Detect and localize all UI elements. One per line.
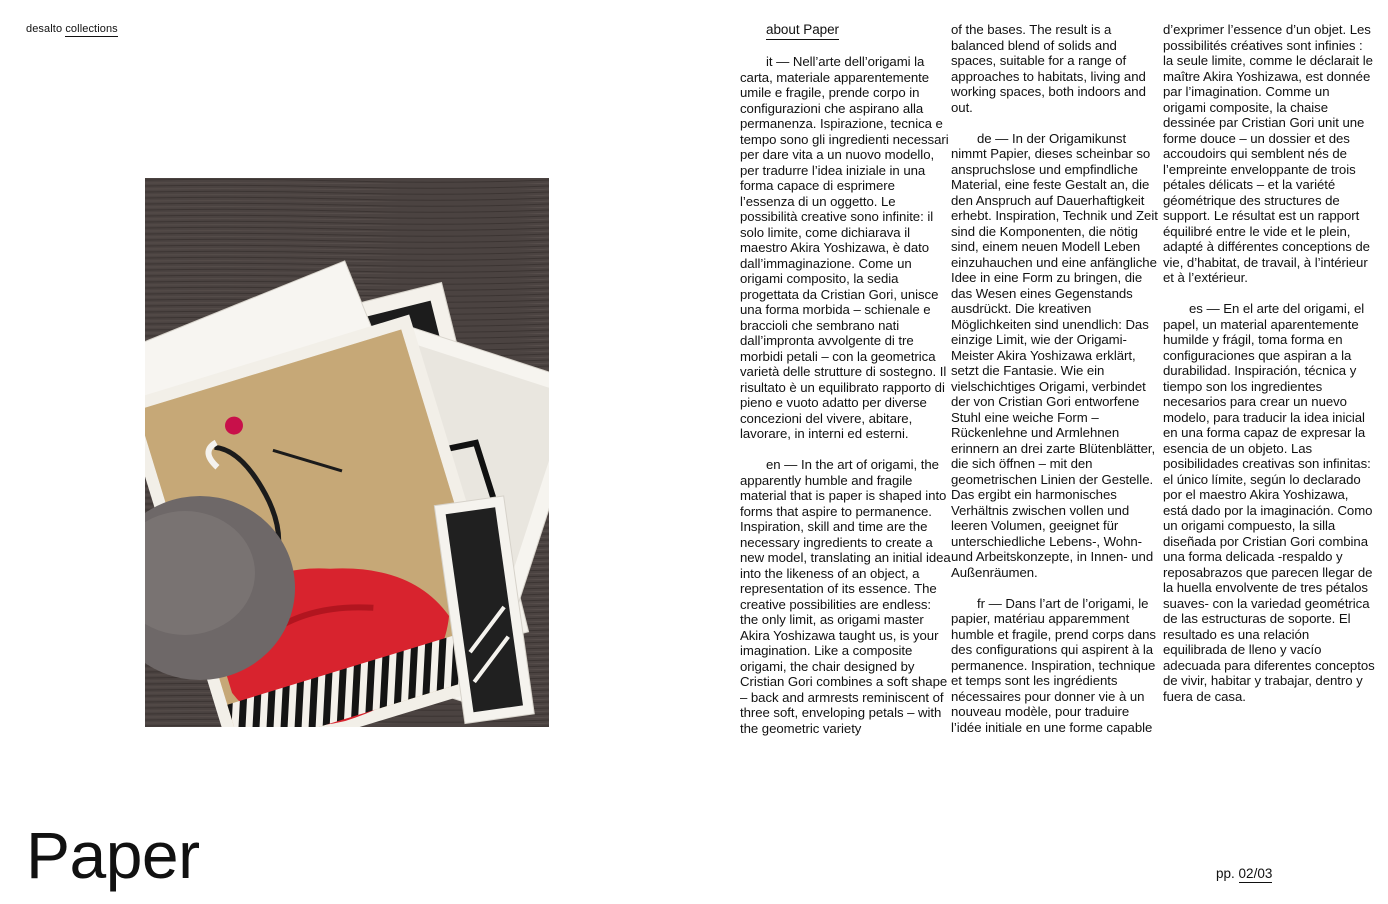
section-title: about Paper — [766, 22, 839, 40]
paragraph-fr — [951, 596, 1163, 736]
pages-link[interactable]: 02/03 — [1238, 866, 1273, 881]
paragraph-it — [740, 54, 952, 442]
paragraph-es-body: En el arte del origami, el papel, un material aparentemente humilde y frágil, toma forma en configuraciones que aspiran a la durabilidad. Inspiración, técnica y tiempo son los ingredientes necesarios para crear un nuevo modelo, para traducir la idea inicial en una forma capaz de expresar la esencia de un objeto. Las posibilidades creativas son infinitas: el único límite, según lo declarado por el maestro Akira Yoshizawa, está dado por la imaginación. Como un origami compuesto, la silla diseñada por Cristian Gori combina una forma delicada -respaldo y reposabrazos que parecen llegar de la huella envolvente de tres pétalos suaves- con la variedad geométrica de las estructuras de soporte. El resultado es una relación equilibrada de lleno y vacío adecuada para diferentes conceptos de vivir, habitar y trabajar, dentro y fuera de casa. — [1163, 301, 1375, 704]
paragraph-en-continued: of the bases. The result is a balanced blend of solids and spaces, suitable for a range of approaches to habitats, living and working spaces, both indoors and out. — [951, 22, 1146, 115]
paragraph-es — [1163, 301, 1375, 704]
product-photo — [145, 178, 549, 727]
paragraph-en-body: In the art of origami, the apparently humble and fragile material that is paper is shaped into forms that aspire to permanence. Inspiration, skill and time are the necessary ingredients to create a new model, translating an initial idea into the likeness of an object, a representation of its essence. The creative possibilities are endless: the only limit, as origami master Akira Yoshizawa taught us, is your imagination. Like a composite origami, the chair designed by Cristian Gori combines a soft shape – back and armrests reminiscent of three soft, enveloping petals – with the geometric variety — [740, 457, 951, 736]
paragraph-en — [740, 457, 952, 736]
text-column-2 — [951, 22, 1163, 735]
lang-label-en: en — — [766, 457, 798, 472]
collections-link[interactable]: collections — [65, 23, 118, 35]
text-column-3 — [1163, 22, 1375, 704]
photo-illustration — [145, 178, 549, 727]
lang-label-es: es — — [1189, 301, 1220, 316]
lang-label-it: it — — [766, 54, 790, 69]
brand-header — [26, 22, 118, 36]
pages-prefix: pp. — [1216, 866, 1235, 881]
paragraph-it-body: Nell’arte dell’origami la carta, materiale apparentemente umile e fragile, prende corpo in configurazioni che aspirano alla permanenza. Ispirazione, tecnica e tempo sono gli ingredienti necessari per dare vita a un nuovo modello, per tradurre l’idea iniziale in una forma capace di esprimere l’essenza di un oggetto. Le possibilità creative sono infinite: il solo limite, come dichiarava il maestro Akira Yoshizawa, è dato dall’immaginazione. Come un origami composito, la sedia progettata da Cristian Gori, unisce una forma morbida – schienale e braccioli che sembrano nati dall’impronta avvolgente di tre morbidi petali – con la geometrica varietà delle strutture di sostegno. Il risultato è un equilibrato rapporto di pieno e vuoto adatto per diverse concezioni del vivere, abitare, lavorare, in interni ed esterni. — [740, 54, 949, 441]
lang-label-de: de — — [977, 130, 1009, 146]
text-column-1 — [740, 22, 952, 736]
page-indicator — [1216, 866, 1272, 882]
paragraph-fr-body: Dans l’art de l’origami, le papier, matériau apparemment humble et fragile, prend corps dans des configurations qui aspirent à la permanence. Inspiration, technique et temps sont les ingrédients nécessaires pour donner vie à un nouveau modèle, pour traduire l’idée initiale en une forme capable — [951, 595, 1156, 735]
page-title: Paper — [26, 818, 200, 892]
paragraph-de — [951, 131, 1163, 581]
lang-label-fr: fr — — [977, 595, 1002, 611]
paragraph-fr-continued: d’exprimer l’essence d’un objet. Les possibilités créatives sont infinies : la seule limite, comme le déclarait le maître Akira Yoshizawa, est donnée par l’imagination. Comme un origami composite, la chaise dessinée par Cristian Gori unit une forme douce – un dossier et des accoudoirs qui semblent nés de l’empreinte enveloppante de trois pétales délicats – et la variété géométrique des structures de support. Le résultat est un rapport équilibré entre le vide et le plein, adapté à différentes conceptions de vie, d’habitat, de travail, à l’intérieur et à l’extérieur. — [1163, 22, 1373, 285]
paragraph-de-body: In der Origamikunst nimmt Papier, dieses scheinbar so anspruchslose und empfindliche Material, eine feste Gestalt an, die den Anspruch auf Dauerhaftigkeit erhebt. Inspiration, Technik und Zeit sind die Komponenten, die nötig sind, einem neuen Modell Leben einzuhauchen und eine anfängliche Idee in eine Form zu bringen, die das Wesen eines Gegenstands ausdrückt. Die kreativen Möglichkeiten sind unendlich: Das einzige Limit, wie der Origami-Meister Akira Yoshizawa erklärt, setzt die Fantasie. Wie ein vielschichtiges Origami, verbindet der von Cristian Gori entworfene Stuhl eine weiche Form – Rückenlehne und Armlehnen erinnern an drei zarte Blütenblätter, die sich öffnen – mit den geometrischen Linien der Gestelle. Das ergibt ein harmonisches Verhältnis zwischen vollen und leeren Volumen, geeignet für unterschiedliche Lebens-, Wohn- und Arbeitskonzepte, in Innen- und Außenräumen. — [951, 130, 1158, 580]
brand-name: desalto — [26, 23, 63, 35]
